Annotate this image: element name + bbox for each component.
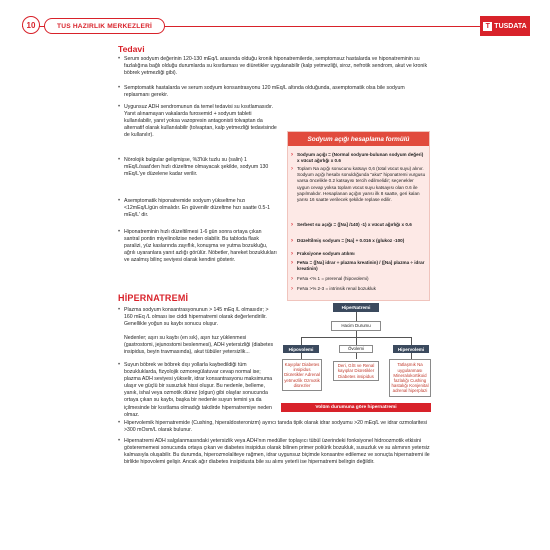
hiper-paragraph-1: Nedenler; aşırı su kaybı (en sık), aşırı tuz yüklenmesi (gastrostomi, jejunostomi beslenmesi), ADH yetersizliği (diabetes insipidus, beyin travmasında), akut tübüler yetersizlik...	[124, 335, 274, 356]
flow-box-euvolemia-causes: Deri, GİS ve Renal kayıplar Diüretikler Diabetes insipidus	[333, 361, 379, 381]
tedavi-bullet-3	[124, 104, 278, 139]
hiper-bullet-2	[124, 362, 274, 419]
flowchart-caption: Volüm durumuna göre hipernatremi	[281, 403, 431, 412]
hiper-bullet-1	[124, 307, 274, 328]
tedavi-bullet-6-text: Hiponatreminin hızlı düzeltilmesi 1-6 gün sonra ortaya çıkan santral pontin miyelinolizise neden olabilir. Bu tabloda flask paralizi, yüz kaslarında zayıflık, konuşma ve yutma bozukluğu, ağrılı uyaranlara yanıt azlığı görülür. Nöbetler, hareket bozuklukları ve azalmış bilinç seviyesi olarak kendini gösterir.	[124, 229, 277, 264]
hiper-bullet-4-text: Hipernatremi ADH salgılanmasındaki yetersizlik veya ADH'nın medüller toplayıcı tübül üzerindeki fonksiyonel hidroozmotik etkisini gösterememesi sonucunda ortaya çıkan ve diabetes insipidus olarak bilinen primer poliürik bozukluk, susuzluk ve su alımının yetersiz kalmasıyla oluşabilir. Bu durumda, hiperozmolaliteye rağmen, idrar uygunsuz biçimde konsantre edilemez ve sonuçta hipernatremi ile birlikte hipovolemi gelişir. Ancak ağır diabetes insipidusta bile su alımı yeterli ise hipernatremi belirgin değildir.	[124, 438, 430, 466]
logo-mark-icon: T	[483, 22, 492, 31]
formula-item: › Toplam Na açığı sonucunu katsayı 0,6 (total vücut suyu) alınır. Sodyum açığı hesabı sonuldığunda "akut" hiponatremi vurgusu varsa öncelikle 0.2 katsayısı tercih edilmelidir; seçenekler uygun cevap yoksa toplam vücut suyu katsayısı olan 0.6 ile yapılmalıdır. Hesaplanan açığın yarısı ilk 8 saatte, geri kalan yarısı 16 saatte verilecek şekilde replase edilir.	[297, 166, 427, 203]
flow-node-euvolemia: Övolemi	[339, 345, 373, 353]
formula-item: › Düzeltilmiş sodyum = [Na] + 0.016 x (glukoz -100)	[297, 238, 427, 244]
sodium-deficit-formula-box	[287, 131, 430, 301]
hiper-bullet-4	[124, 438, 430, 466]
page-number: 10	[22, 16, 40, 34]
flow-node-hypovolemia: Hipovolemi	[283, 345, 319, 353]
hypernatremia-flowchart	[281, 303, 431, 411]
flow-box-hypovolemia-causes: Kayıplar Diabetes insipidus Diüretikler Adrenal yetmezlik Ozmotik diürezler	[282, 359, 322, 391]
running-title: TUS HAZIRLIK MERKEZLERİ	[44, 18, 165, 34]
tedavi-bullet-1	[124, 56, 430, 77]
tedavi-bullet-5-text: Asemptomatik hiponatremide sodyum yükseltme hızı <12mEq/L/gün olmalıdır. En güvenilir düzeltme hızı saatte 0.5-1 mEq/L' dir.	[124, 198, 271, 219]
flow-connector	[356, 312, 357, 321]
tedavi-bullet-3-text: Uygunsuz ADH sendromunun da temel tedavisi su kısıtlamasıdır. Yanıt alınamayan vakalarda furosemid + sodyum tableti kullanılabilir, yanıt yoksa vazopresin antagonisti tolvaptan da alternatif olarak kullanılabilir (tolvaptan, kalp yetmezliği tedavisinde de kullanılır).	[124, 104, 277, 139]
formula-item: › Sodyum açığı = (Normal sodyum-bulunan sodyum değeri) x vücut ağırlığı x 0.6	[297, 152, 427, 164]
tedavi-bullet-6	[124, 229, 278, 264]
flow-connector	[356, 353, 357, 359]
formula-item: › Fraksiyone sodyum atılımı	[297, 251, 427, 257]
hiper-bullet-2-text: Suyun böbrek ve böbrek dışı yollarla kaybedildiği tüm bozukluklarda, fizyolojik ozmoregülatuvar cevap normal ise; plazma ADH seviyesi yükselir, idrar konsantrasyonu maksimuma ulaşır ve güçlü bir susuzluk hissi oluşur. Bu nedenle, belleme, yanık, ishal veya ozmotik diürez (olgun) gibi olaylar sonucunda ortaya çıkan su kaybı, başka bir nedenle suyun temini ya da içilmesinde bir kısıtlama olmadığı takdirde hipernatremiye neden olmaz.	[124, 362, 273, 418]
tedavi-bullet-5	[124, 198, 278, 219]
hiper-bullet-1-text: Plazma sodyum konsantrasyonunun > 145 mEq /L olmasıdır; > 160 mEq /L olması ise ciddi hipernatremi olarak değerlendirilir. Genellikle yoğun su kaybı sonucu oluşur.	[124, 307, 269, 328]
publisher-logo	[480, 16, 530, 36]
hiper-bullet-3	[124, 420, 430, 434]
formula-item: › Serbest su açığı = ([Na] /140) -1) x vücut ağırlığı x 0.6	[297, 222, 427, 228]
flow-node-volume-status: Hacim Durumu	[331, 321, 381, 331]
flow-box-hypervolemia-causes: Tatlaşmık Na uygulanması Mineralokortikoid fazlalığı Cushing hastalığı Konjenital adrenal hiperplazi	[389, 359, 431, 397]
tedavi-bullet-4	[124, 157, 278, 178]
flow-connector	[356, 337, 357, 345]
formula-item: › FeNa >% 2-3 = intrinsik renal bozukluk	[297, 286, 427, 292]
flow-node-hypernatremia: HiperNatremi	[333, 303, 379, 312]
formula-box-title: Sodyum açığı hesaplama formülü	[288, 132, 429, 146]
formula-item: › FeNa = ([Na] idrar ÷ plazma kreatinin) / ([Na] plazma ÷ idrar kreatinin)	[297, 260, 427, 272]
tedavi-bullet-2	[124, 85, 430, 99]
tedavi-bullet-2-text: Semptomatik hastalarda ve serum sodyum konsantrasyonu 120 mEq/L altında olduğunda, asemptomatik olsa bile sodyum replasmanı gerekir.	[124, 85, 405, 99]
hiper-bullet-3-text: Hipervolemik hipernatremide (Cushing, hiperaldosteronizm) ayırıcı tanıda tipik olarak idrar sodyumu >20 mEq/L ve idrar ozmolaritesi >300 mOsm/L olarak bulunur.	[124, 420, 427, 434]
formula-item: › FeNa <% 1 = prerenal (hipovolemi)	[297, 276, 427, 282]
section-heading-tedavi: Tedavi	[118, 44, 145, 54]
flow-connector	[301, 337, 302, 345]
tedavi-bullet-4-text: Nörolojik bulgular gelişmişse, %3'lük tuzlu su (salin) 1 mEq/L/saat'den hızlı düzeltme olmayacak şekilde, sodyum 130 mEq/L'ye düzelene kadar verilir.	[124, 157, 269, 178]
section-heading-hipernatremi: HİPERNATREMİ	[118, 293, 189, 303]
page-header	[22, 16, 530, 38]
tedavi-bullet-1-text: Serum sodyum değerinin 120-130 mEq/L arasında olduğu kronik hiponatremilerde, semptomsuz hastalarda ve hiponatreminin su fazlalığına bağlı olduğu durumlarda su kısıtlaması ve diüretikler uygulanabilir (kalp yetmezliği, siroz, nefrotik sendrom, akut ve kronik böbrek yetmezliği gibi).	[124, 56, 428, 77]
logo-text: TUSDATA	[494, 22, 527, 30]
flow-connector	[411, 337, 412, 345]
flow-node-hypervolemia: Hipervolemi	[393, 345, 429, 353]
